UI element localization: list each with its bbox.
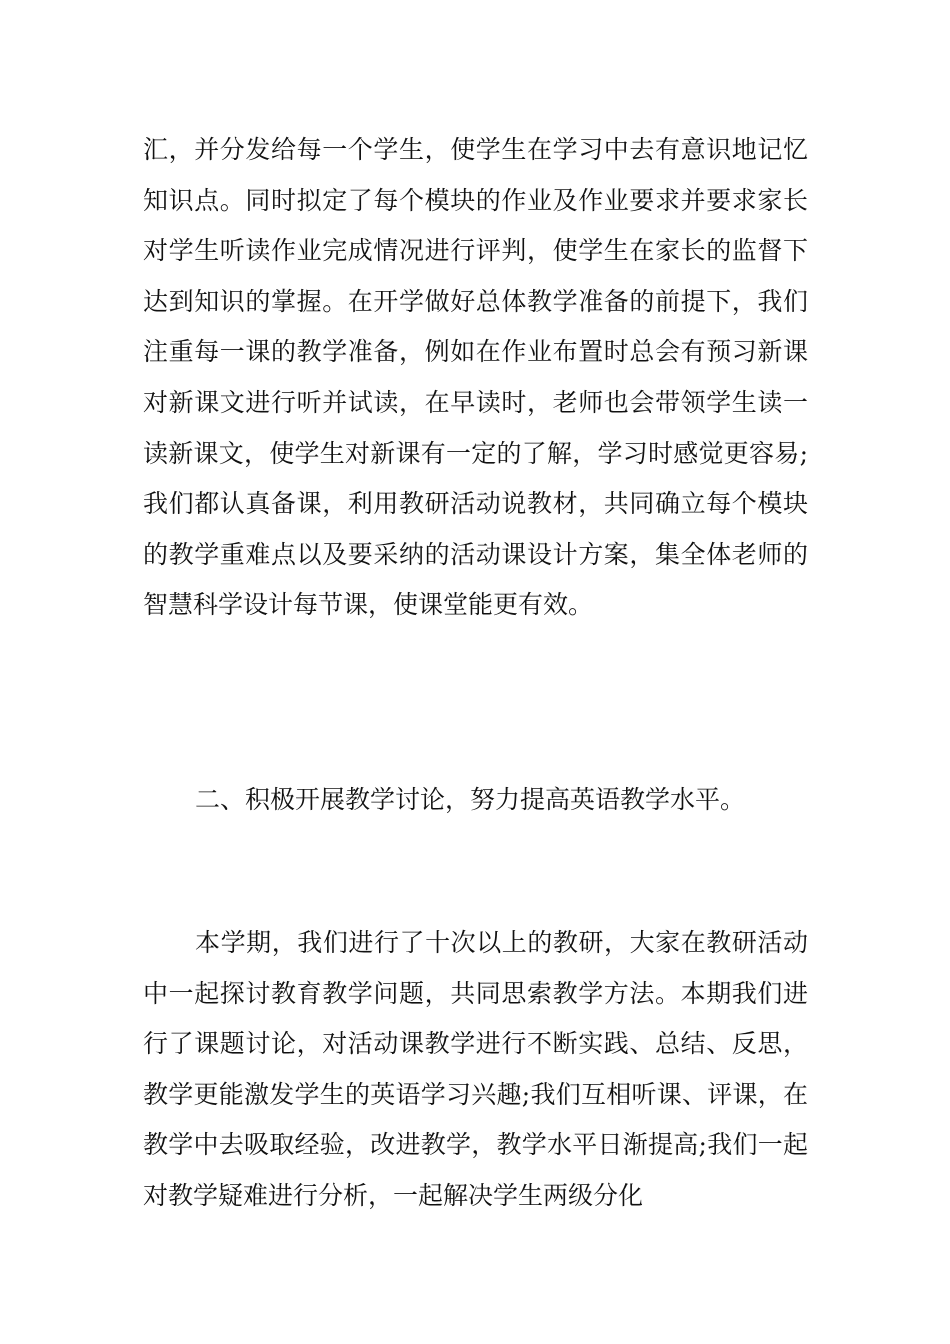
- body-paragraph: 汇，并分发给每一个学生，使学生在学习中去有意识地记忆知识点。同时拟定了每个模块的作业及作业要求并要求家长对学生听读作业完成情况进行评判，使学生在家长的监督下达到知识的掌握。在开学做好总体教学准备的前提下，我们注重每一课的教学准备，例如在作业布置时总会有预习新课对新课文进行听并试读，在早读时，老师也会带领学生读一读新课文，使学生对新课有一定的了解，学习时感觉更容易;我们都认真备课，利用教研活动说教材，共同确立每个模块的教学重难点以及要采纳的活动课设计方案，集全体老师的智慧科学设计每节课，使课堂能更有效。: [143, 135, 808, 620]
- section-heading: 二、积极开展教学讨论，努力提高英语教学水平。: [195, 785, 746, 814]
- section-paragraph: 本学期，我们进行了十次以上的教研，大家在教研活动中一起探讨教育教学问题，共同思索教学方法。本期我们进行了课题讨论，对活动课教学进行不断实践、总结、反思，教学更能激发学生的英语学习兴趣;我们互相听课、评课，在教学中去吸取经验，改进教学，教学水平日渐提高;我们一起对教学疑难进行分析，一起解决学生两级分化: [143, 928, 808, 1210]
